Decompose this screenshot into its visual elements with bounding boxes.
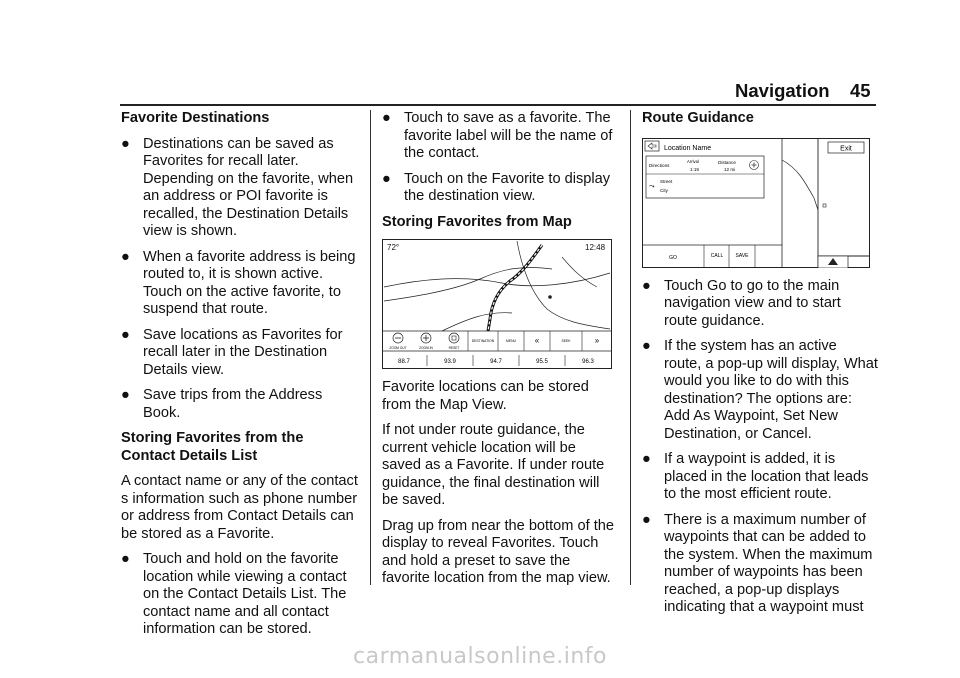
bullet-item bbox=[642, 451, 878, 504]
distance-value: 12 mi bbox=[724, 166, 736, 172]
bullet-icon: ● bbox=[121, 387, 130, 403]
bullet-item bbox=[121, 136, 361, 241]
seek-forward-icon[interactable]: » bbox=[594, 336, 600, 345]
header-rule bbox=[120, 104, 876, 106]
bullet-item bbox=[382, 171, 618, 206]
preset-4[interactable]: 95.5 bbox=[536, 359, 548, 365]
bullet-item bbox=[382, 110, 618, 163]
back-button[interactable] bbox=[645, 141, 659, 151]
go-button[interactable]: GO bbox=[669, 254, 677, 261]
location-name: Location Name bbox=[664, 144, 712, 152]
north-arrow-button[interactable] bbox=[818, 256, 848, 268]
bullet-icon: ● bbox=[642, 511, 651, 528]
distance-label: Distance bbox=[718, 159, 736, 165]
reset-label: RESET bbox=[448, 346, 460, 350]
bullet-item bbox=[642, 512, 878, 617]
paragraph: A contact name or any of the contact s information such as phone number or address from Contact Details can be stored as a Favorite. bbox=[121, 473, 358, 542]
street-label: Street bbox=[660, 178, 673, 184]
heading-route-guidance: Route Guidance bbox=[642, 110, 754, 126]
bullet-text: Destinations can be saved as Favorites for recall later. Depending on the favorite, when an address or POI favorite is recalled, the Destination Details view is shown. bbox=[143, 135, 354, 239]
arrival-label: Arrival bbox=[687, 158, 699, 164]
column-divider-2 bbox=[630, 110, 631, 585]
column-2 bbox=[382, 110, 618, 596]
bullet-text: Save trips from the Address Book. bbox=[143, 387, 323, 421]
bullet-item bbox=[121, 387, 361, 422]
zoom-out-label: ZOOM OUT bbox=[389, 346, 407, 350]
bullet-icon: ● bbox=[121, 551, 130, 567]
map-temperature: 72° bbox=[387, 243, 400, 252]
bullet-text: Touch on the Favorite to display the destination view. bbox=[404, 170, 611, 204]
menu-button[interactable]: MENU bbox=[506, 339, 516, 343]
paragraph: Favorite locations can be stored from the Map View. bbox=[382, 379, 589, 413]
bullet-item bbox=[121, 551, 361, 639]
call-button[interactable]: CALL bbox=[710, 252, 724, 259]
watermark: carmanualsonline.info bbox=[353, 644, 607, 669]
paragraph: Drag up from near the bottom of the display to reveal Favorites. Touch and hold a preset to save the favorite location from the map view. bbox=[382, 517, 615, 586]
bullet-icon: ● bbox=[382, 170, 391, 187]
zoom-in-label: ZOOM IN bbox=[419, 346, 433, 350]
bullet-icon: ● bbox=[121, 135, 130, 152]
bullet-item bbox=[121, 327, 361, 380]
arrival-value: 1:19 bbox=[690, 166, 699, 172]
page-number: 45 bbox=[850, 80, 871, 101]
bullet-text: Touch and hold on the favorite location while viewing a contact on the Contact Details List. The contact name and all contact information can be stored. bbox=[143, 551, 347, 637]
heading-storing-favorites-map: Storing Favorites from Map bbox=[382, 213, 572, 230]
preset-3[interactable]: 94.7 bbox=[490, 359, 502, 365]
bullet-text: Save locations as Favorites for recall later in the Destination Details view. bbox=[143, 326, 343, 378]
bullet-text: When a favorite address is being routed to, it is shown active. Touch on the active favorite, to suspend that route. bbox=[143, 248, 356, 317]
city-label: City bbox=[660, 187, 668, 193]
bullet-text: If a waypoint is added, it is placed in the location that leads to the most efficient route. bbox=[664, 451, 869, 502]
destination-button[interactable]: DESTINATION bbox=[471, 339, 495, 343]
seek-back-icon[interactable]: « bbox=[534, 336, 540, 345]
bullet-text: Touch Go to go to the main navigation view and to start route guidance. bbox=[664, 277, 841, 329]
column-3 bbox=[642, 110, 878, 625]
route-guidance-figure bbox=[642, 138, 878, 268]
bullet-item bbox=[642, 338, 878, 443]
bullet-text: There is a maximum number of waypoints that can be added to the system. When the maximum number of waypoints has been reached, a pop-up displays indicating that a waypoint must bbox=[664, 511, 873, 615]
route-icon: ⤳ bbox=[649, 182, 655, 190]
heading-favorite-destinations: Favorite Destinations bbox=[121, 110, 270, 126]
save-button[interactable]: SAVE bbox=[735, 252, 749, 259]
column-1 bbox=[121, 110, 361, 647]
bullet-icon: ● bbox=[121, 326, 130, 343]
map-clock: 12:48 bbox=[585, 243, 606, 252]
bullet-icon: ● bbox=[382, 110, 391, 126]
directions-button[interactable]: Directions bbox=[649, 162, 670, 168]
heading-storing-favorites-contact: Storing Favorites from the Contact Details List bbox=[121, 430, 304, 464]
bullet-icon: ● bbox=[642, 338, 651, 354]
preset-5[interactable]: 96.3 bbox=[582, 359, 594, 365]
bullet-item bbox=[121, 249, 361, 319]
map-view-figure bbox=[382, 239, 618, 369]
exit-label: Exit bbox=[840, 145, 852, 152]
column-divider-1 bbox=[370, 110, 371, 585]
bullet-text: Touch to save as a favorite. The favorite label will be the name of the contact. bbox=[404, 110, 613, 161]
preset-1[interactable]: 88.7 bbox=[398, 359, 410, 365]
exit-button[interactable] bbox=[828, 142, 864, 153]
bullet-icon: ● bbox=[121, 248, 130, 265]
seek-button[interactable]: SEEK bbox=[561, 339, 571, 343]
bullet-icon: ● bbox=[642, 277, 651, 294]
page-header-title: Navigation bbox=[735, 80, 830, 101]
bullet-icon: ● bbox=[642, 451, 651, 467]
bullet-item bbox=[642, 278, 878, 331]
preset-2[interactable]: 93.9 bbox=[444, 359, 456, 365]
paragraph: If not under route guidance, the current vehicle location will be saved as a Favorite. If under route guidance, the final destination will be saved. bbox=[382, 422, 605, 508]
bullet-text: If the system has an active route, a pop-up will display, What would you like to do with this destination? The options are: Add As Waypoint, Set New Destination, or Cancel. bbox=[664, 338, 878, 442]
